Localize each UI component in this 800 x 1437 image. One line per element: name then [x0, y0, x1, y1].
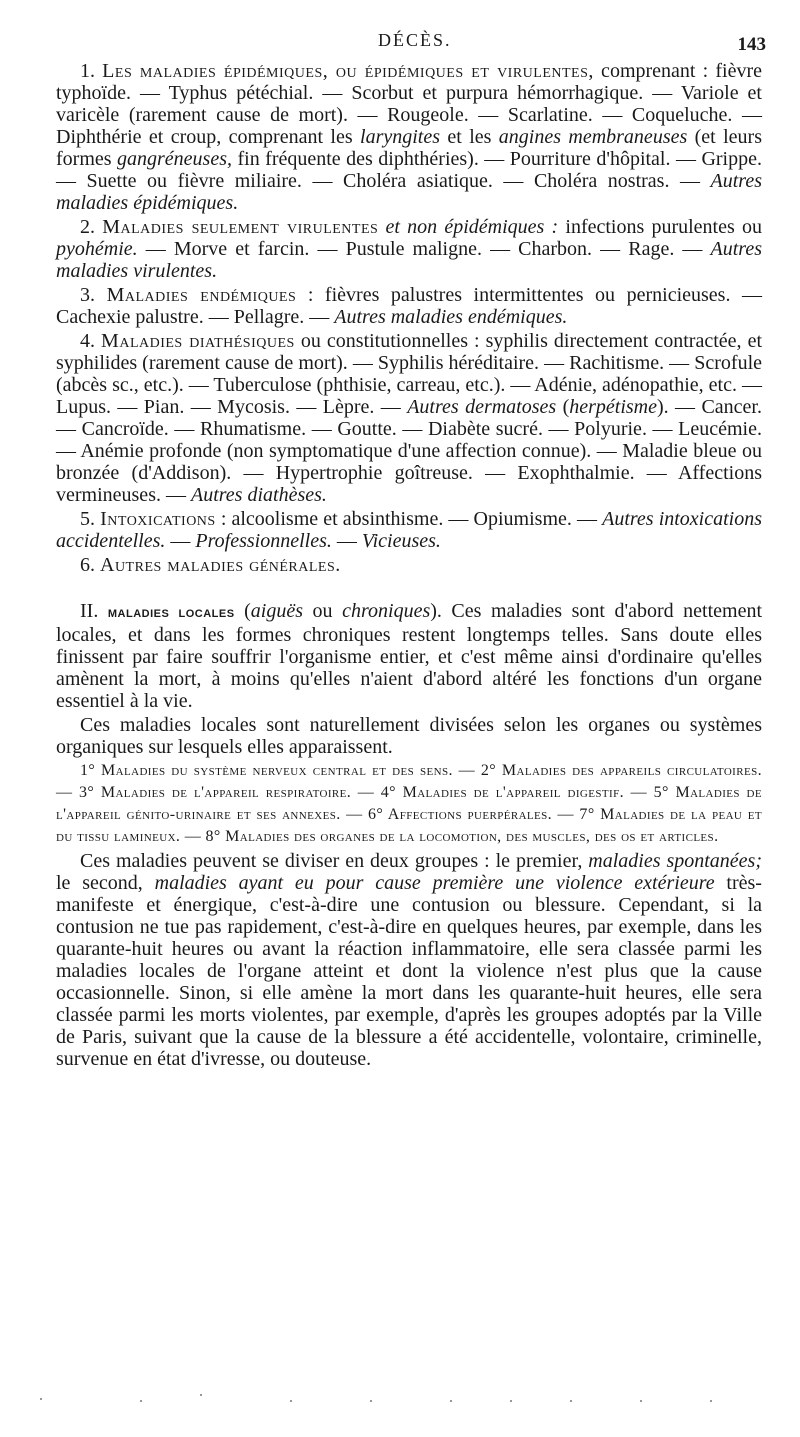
item-heading: Intoxications [100, 508, 216, 530]
italic-run: Autres dermatoses [407, 396, 557, 418]
text-run: — Morve et farcin. — Pustule maligne. — Charbon. — Rage. — [137, 238, 711, 260]
paragraph-disease-groups [56, 850, 762, 1070]
section-gap [56, 578, 762, 600]
speck [710, 1400, 712, 1402]
text-run: fin fréquente des diphthéries). — Pourriture d'hôpital. — Grippe. — Suette ou fièvre miliaire. — Choléra asiatique. — Choléra nostras. — [56, 148, 762, 192]
text-run: ( [234, 600, 251, 622]
item-heading: Autres maladies générales. [100, 554, 341, 576]
text-run: : fièvres palustres intermittentes ou pernicieuses. — Cachexie palustre. — Pellagre. — [56, 284, 763, 328]
paragraph-virulent-diseases [56, 216, 762, 282]
italic-run: gangréneuses, [117, 148, 232, 170]
text-run: — [331, 530, 362, 552]
italic-run: chroniques [342, 600, 431, 622]
speck [370, 1400, 372, 1402]
italic-run: Professionnelles. [195, 530, 332, 552]
item-number: 4. [80, 330, 95, 352]
paragraph-local-classification: Ces maladies locales sont naturellement divisées selon les organes ou systèmes organiques sur lesquels elles apparaissent. [56, 714, 762, 758]
item-heading: Maladies endémiques [106, 284, 297, 306]
paragraph-organ-systems-list: 1° Maladies du système nerveux central et des sens. — 2° Maladies des appareils circulatoires. — 3° Maladies de l'appareil respiratoire. — 4° Maladies de l'appareil digestif. — 5° Maladies de l'appareil génito-urinaire et ses annexes. — 6° Affections puerpérales. — 7° Maladies de la peau et du tissu lamineux. — 8° Maladies des organes de la locomotion, des muscles, des os et articles. [56, 762, 762, 845]
text-run: et les [440, 126, 499, 148]
speck [570, 1400, 572, 1402]
running-head [0, 30, 800, 54]
italic-run: et non épidémiques : [385, 216, 559, 238]
item-heading: Maladies seulement virulentes [102, 216, 379, 238]
item-heading: Les maladies épidémiques, ou épidémiques et virulentes, [102, 60, 594, 82]
italic-run: angines membraneuses [498, 126, 688, 148]
item-number: 5. [80, 508, 95, 530]
paragraph-other-general-diseases [56, 554, 762, 576]
speck [140, 1400, 142, 1402]
text-run [378, 216, 385, 238]
italic-run: Autres intoxications accidentelles. [56, 508, 763, 552]
italic-run: Vicieuses. [361, 530, 441, 552]
item-number: 1. [80, 60, 95, 82]
section-heading: maladies locales [107, 604, 235, 621]
speck [450, 1400, 452, 1402]
page-number: 143 [737, 34, 766, 55]
italic-run: Autres diathèses. [190, 484, 327, 506]
paragraph-intoxications [56, 508, 762, 552]
italic-run: Autres maladies virulentes. [56, 238, 762, 282]
paragraph-endemic-diseases [56, 284, 762, 328]
italic-run: maladies spontanées; [588, 850, 762, 872]
italic-run: pyohémie. [56, 238, 138, 260]
italic-run: Autres maladies endémiques. [334, 306, 568, 328]
text-run: le second, [56, 872, 155, 894]
item-number: 2. [80, 216, 95, 238]
italic-run: herpétisme [569, 396, 657, 418]
page-specks [40, 1390, 760, 1410]
text-run: (et leurs formes [56, 126, 762, 170]
item-number: 6. [80, 554, 95, 576]
speck [640, 1400, 642, 1402]
text-run: Ces maladies peuvent se diviser en deux groupes : le premier, [80, 850, 589, 872]
italic-run: Autres maladies épidémiques. [56, 170, 762, 214]
text-run: ou [303, 600, 343, 622]
item-heading: Maladies diathésiques [101, 330, 295, 352]
italic-run: aiguës [250, 600, 304, 622]
speck [200, 1394, 202, 1396]
item-number: 3. [80, 284, 95, 306]
text-run: — [165, 530, 196, 552]
text-run: : alcoolisme et absinthisme. — Opiumisme. — [215, 508, 603, 530]
text-run: ). Ces maladies sont d'abord nettement locales, et dans les formes chroniques restent longtemps telles. Sans doute elles finissent par faire souffrir l'organisme entier, et c'est même ainsi d'ordinaire qu'elles amènent la mort, à moins qu'elles n'aient d'abord altéré les fonctions d'un organe essentiel à la vie. [56, 600, 763, 712]
speck [40, 1398, 42, 1400]
text-run: ( [556, 396, 570, 418]
text-run: ). — Cancer. — Cancroïde. — Rhumatisme. — Goutte. — Diabète sucré. — Polyurie. — Leucémie. — Anémie profonde (non symptomatique d'une affection connue). — Maladie bleue ou bronzée (d'Addison). — Hypertrophie goîtreuse. — Exophthalmie. — Affections vermineuses. — [56, 396, 762, 506]
paragraph-local-diseases [56, 600, 762, 712]
paragraph-epidemic-diseases [56, 60, 762, 214]
speck [510, 1400, 512, 1402]
speck [290, 1400, 292, 1402]
text-run: infections purulentes ou [558, 216, 762, 238]
running-head-title: DÉCÈS. [378, 30, 452, 50]
paragraph-diathetic-diseases [56, 330, 762, 506]
italic-run: laryngites [360, 126, 441, 148]
section-number: II. [80, 600, 99, 622]
text-run: très-manifeste et énergique, c'est-à-dire une contusion ou blessure. Cependant, si la contusion ne tue pas rapidement, c'est-à-dire en quelques heures, par exemple, dans les quarante-huit heures ou avant la réaction inflammatoire, elle sera classée parmi les maladies locales de l'organe atteint et dont la violence n'est plus que la cause occasionnelle. Sinon, si elle amène la mort dans les quarante-huit heures, elle sera classée parmi les morts violentes, par exemple, d'après les groupes adoptés par la Ville de Paris, suivant que la cause de la blessure a été accidentelle, volontaire, criminelle, survenue en état d'ivresse, ou douteuse. [56, 872, 762, 1070]
text-run: comprenant : fièvre typhoïde. — Typhus pétéchial. — Scorbut et purpura hémorrhagique. — Variole et varicèle (rarement cause de mort). — Rougeole. — Scarlatine. — Coqueluche. — Diphthérie et croup, comprenant les [56, 60, 762, 148]
body-text [56, 60, 762, 1072]
text-run: ou constitutionnelles : syphilis directement contractée, et syphilides (rarement cause de mort). — Syphilis héréditaire. — Rachitisme. — Scrofule (abcès sc., etc.). — Tuberculose (phthisie, carreau, etc.). — Adénie, adénopathie, etc. — Lupus. — Pian. — Mycosis. — Lèpre. — [56, 330, 763, 418]
italic-run: maladies ayant eu pour cause première une violence extérieure [154, 872, 715, 894]
